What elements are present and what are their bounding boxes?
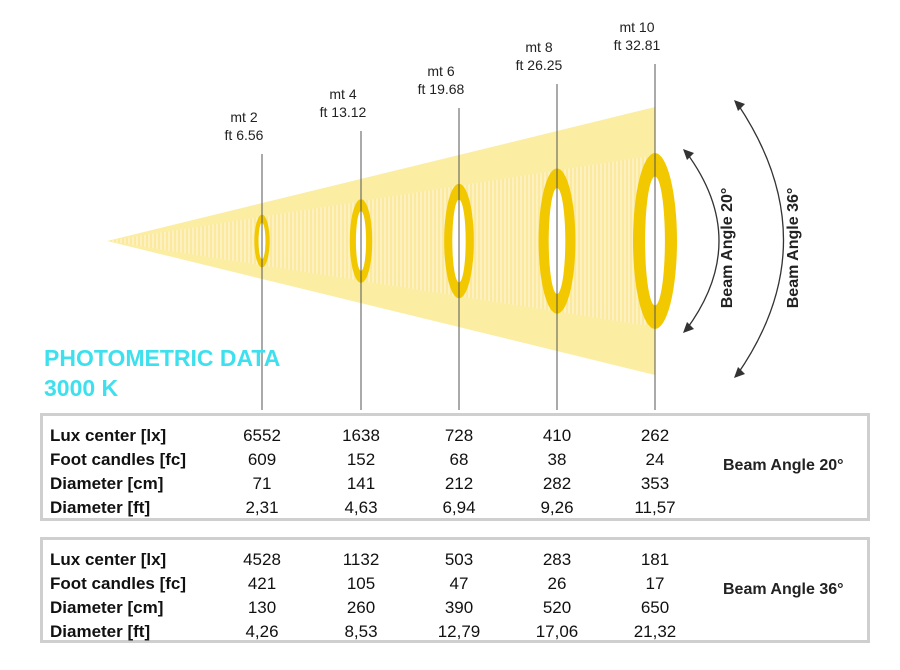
table-cell: 24 (645, 450, 665, 469)
distance-label-mt: mt 8 (525, 39, 553, 55)
table-cell: 4528 (243, 550, 281, 569)
table-cell: 17,06 (535, 622, 579, 641)
beam-angle-20-label: Beam Angle 20° (719, 187, 736, 309)
table-row (43, 424, 867, 448)
table-cell: 1638 (342, 426, 380, 445)
distance-label-mt: mt 4 (329, 86, 357, 102)
table-cell: 6,94 (442, 498, 476, 517)
table-beam-angle-label: Beam Angle 20° (723, 457, 844, 474)
table-cell: 421 (247, 574, 277, 593)
table-cell: 21,32 (633, 622, 677, 641)
title-line-2: 3000 K (44, 375, 119, 401)
table-cell: 152 (346, 450, 376, 469)
beam-angle-36-label: Beam Angle 36° (785, 187, 802, 309)
table-cell: 410 (542, 426, 572, 445)
table-cell: 71 (252, 474, 272, 493)
table-cell: 4,26 (245, 622, 279, 641)
table-row (43, 596, 867, 620)
table-cell: 4,63 (344, 498, 378, 517)
distance-label-mt: mt 10 (619, 19, 655, 35)
row-label: Lux center [lx] (50, 550, 167, 569)
table-cell: 26 (547, 574, 567, 593)
table-cell: 2,31 (245, 498, 279, 517)
table-row (43, 548, 867, 572)
photometric-table-beam-36 (40, 537, 870, 643)
table-cell: 11,57 (634, 498, 676, 517)
table-cell: 353 (640, 474, 670, 493)
photometric-title (44, 343, 280, 403)
table-cell: 1132 (342, 550, 380, 569)
table-cell: 283 (542, 550, 572, 569)
table-cell: 260 (346, 598, 376, 617)
table-cell: 38 (547, 450, 567, 469)
row-label: Diameter [cm] (50, 474, 164, 493)
table-cell: 390 (444, 598, 474, 617)
distance-label-ft: ft 19.68 (417, 81, 465, 97)
table-cell: 728 (444, 426, 474, 445)
table-cell: 520 (542, 598, 572, 617)
table-cell: 282 (542, 474, 572, 493)
table-row (43, 472, 867, 496)
table-cell: 262 (640, 426, 670, 445)
title-line-1: PHOTOMETRIC DATA (44, 345, 281, 371)
row-label: Lux center [lx] (50, 426, 167, 445)
row-label: Foot candles [fc] (50, 574, 187, 593)
table-cell: 650 (640, 598, 670, 617)
table-cell: 130 (247, 598, 277, 617)
table-cell: 609 (247, 450, 277, 469)
table-cell: 141 (346, 474, 376, 493)
table-cell: 181 (640, 550, 670, 569)
table-cell: 9,26 (540, 498, 574, 517)
table-row (43, 620, 867, 644)
table-cell: 47 (449, 574, 469, 593)
table-cell: 8,53 (344, 622, 378, 641)
distance-label-ft: ft 32.81 (613, 37, 661, 53)
photometric-table-beam-20 (40, 413, 870, 521)
row-label: Diameter [ft] (50, 498, 151, 517)
distance-label-mt: mt 6 (427, 63, 455, 79)
beam-angle-20-arrow (683, 149, 719, 333)
table-cell: 68 (449, 450, 469, 469)
row-label: Diameter [cm] (50, 598, 164, 617)
table-cell: 212 (444, 474, 474, 493)
table-cell: 6552 (243, 426, 281, 445)
table-cell: 503 (444, 550, 474, 569)
distance-label-ft: ft 6.56 (224, 127, 264, 143)
row-label: Diameter [ft] (50, 622, 151, 641)
row-label: Foot candles [fc] (50, 450, 187, 469)
table-cell: 105 (346, 574, 376, 593)
table-row (43, 496, 867, 520)
table-cell: 12,79 (437, 622, 481, 641)
table-beam-angle-label: Beam Angle 36° (723, 581, 844, 598)
distance-label-ft: ft 26.25 (515, 57, 563, 73)
distance-label-mt: mt 2 (230, 109, 258, 125)
distance-label-ft: ft 13.12 (319, 104, 367, 120)
table-cell: 17 (645, 574, 665, 593)
beam-angle-36-arrow (734, 100, 784, 378)
